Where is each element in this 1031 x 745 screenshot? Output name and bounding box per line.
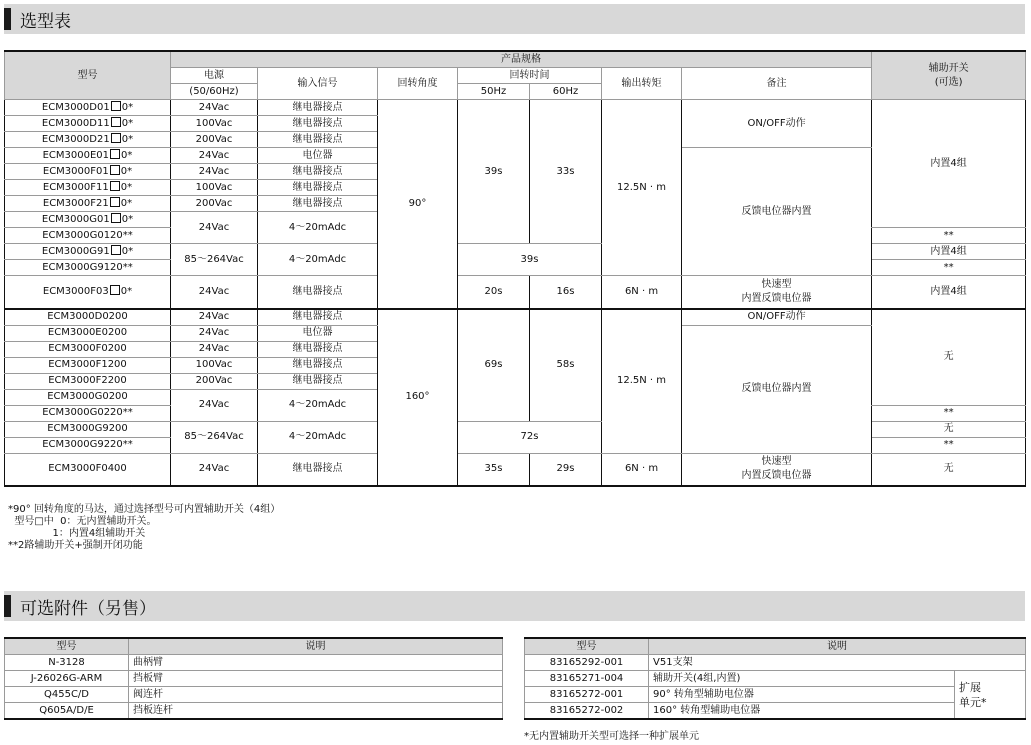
remark-cell: 快速型 内置反馈电位器	[682, 453, 872, 486]
input-cell: 继电器接点	[258, 341, 378, 357]
time-50hz-cell: 69s	[458, 309, 530, 422]
aux-cell: 内置4组	[872, 100, 1026, 228]
aux-cell: **	[872, 260, 1026, 276]
input-cell: 继电器接点	[258, 116, 378, 132]
power-cell: 200Vac	[171, 196, 258, 212]
acc-model: 83165272-001	[525, 687, 649, 703]
model-cell: ECM3000G01 0*	[5, 212, 171, 228]
remark-cell: 反馈电位器内置	[682, 325, 872, 453]
aux-cell: 内置4组	[872, 244, 1026, 260]
header-50hz: 50Hz	[458, 84, 530, 100]
acc-desc: 挡板臂	[129, 671, 503, 687]
model-cell: ECM3000F0400	[5, 453, 171, 486]
acc-desc: 曲柄臂	[129, 655, 503, 671]
torque-cell: 6N · m	[602, 453, 682, 486]
acc-desc: 挡板连杆	[129, 703, 503, 720]
model-cell: ECM3000D0200	[5, 309, 171, 326]
model-cell: ECM3000D11 0*	[5, 116, 171, 132]
model-cell: ECM3000G0200	[5, 389, 171, 405]
input-cell: 继电器接点	[258, 196, 378, 212]
header-power-sub: (50/60Hz)	[171, 84, 258, 100]
torque-cell: 12.5N · m	[602, 309, 682, 454]
torque-cell: 12.5N · m	[602, 100, 682, 276]
input-cell: 4～20mAdc	[258, 212, 378, 244]
input-cell: 继电器接点	[258, 357, 378, 373]
header-remark: 备注	[682, 68, 872, 100]
time-50hz-cell: 35s	[458, 453, 530, 486]
power-cell: 24Vac	[171, 309, 258, 326]
model-cell: ECM3000E0200	[5, 325, 171, 341]
model-cell: ECM3000G0220**	[5, 405, 171, 421]
time-cell: 39s	[458, 244, 602, 276]
accessories-table-right	[524, 637, 1026, 720]
input-cell: 继电器接点	[258, 180, 378, 196]
remark-cell: 反馈电位器内置	[682, 148, 872, 276]
extension-unit-cell: 扩展 单元*	[955, 671, 1026, 720]
model-cell: ECM3000F1200	[5, 357, 171, 373]
section-title: 可选附件（另售）	[20, 599, 156, 619]
model-cell: ECM3000G9220**	[5, 437, 171, 453]
remark-cell: ON/OFF动作	[682, 309, 872, 326]
angle-160-cell: 160°	[378, 309, 458, 487]
power-cell: 24Vac	[171, 325, 258, 341]
power-cell: 24Vac	[171, 389, 258, 421]
remark-cell: ON/OFF动作	[682, 100, 872, 148]
footnote: **2路辅助开关+强制开闭功能	[8, 540, 143, 551]
model-cell: ECM3000F11 0*	[5, 180, 171, 196]
time-60hz-cell: 58s	[530, 309, 602, 422]
acc-model: J-26026G-ARM	[5, 671, 129, 687]
acc-model: Q605A/D/E	[5, 703, 129, 720]
selection-table	[4, 50, 1026, 487]
model-cell: ECM3000D21 0*	[5, 132, 171, 148]
acc-desc: 160° 转角型辅助电位器	[649, 703, 955, 720]
model-cell: ECM3000D01 0*	[5, 100, 171, 116]
input-cell: 继电器接点	[258, 164, 378, 180]
input-cell: 4～20mAdc	[258, 389, 378, 421]
section-marker	[4, 595, 11, 617]
aux-cell: 无	[872, 421, 1026, 437]
remark-cell: 快速型 内置反馈电位器	[682, 276, 872, 309]
power-cell: 200Vac	[171, 132, 258, 148]
section-header-selection	[4, 4, 1025, 34]
power-cell: 24Vac	[171, 341, 258, 357]
aux-cell: **	[872, 437, 1026, 453]
input-cell: 继电器接点	[258, 373, 378, 389]
torque-cell: 6N · m	[602, 276, 682, 309]
header-model: 型号	[5, 51, 171, 100]
model-cell: ECM3000G0120**	[5, 228, 171, 244]
time-50hz-cell: 20s	[458, 276, 530, 309]
acc-model: 83165292-001	[525, 655, 649, 671]
header-torque: 输出转矩	[602, 68, 682, 100]
power-cell: 100Vac	[171, 116, 258, 132]
header-power: 电源	[171, 68, 258, 84]
input-cell: 4～20mAdc	[258, 421, 378, 453]
power-cell: 24Vac	[171, 276, 258, 309]
model-cell: ECM3000G91 0*	[5, 244, 171, 260]
acc-desc: 辅助开关(4组,内置)	[649, 671, 955, 687]
footnote: 型号□中 0：无内置辅助开关。	[8, 516, 157, 527]
aux-cell: 无	[872, 309, 1026, 406]
acc-model: N-3128	[5, 655, 129, 671]
input-cell: 继电器接点	[258, 276, 378, 309]
header-desc: 说明	[129, 638, 503, 655]
angle-90-cell: 90°	[378, 100, 458, 309]
acc-model: 83165272-002	[525, 703, 649, 720]
model-cell: ECM3000G9120**	[5, 260, 171, 276]
acc-desc: V51支架	[649, 655, 1026, 671]
input-cell: 继电器接点	[258, 453, 378, 486]
input-cell: 继电器接点	[258, 309, 378, 326]
time-60hz-cell: 29s	[530, 453, 602, 486]
aux-cell: **	[872, 228, 1026, 244]
power-cell: 85～264Vac	[171, 244, 258, 276]
footnotes	[8, 504, 280, 552]
section-header-accessories	[4, 591, 1025, 621]
time-cell: 72s	[458, 421, 602, 453]
input-cell: 继电器接点	[258, 132, 378, 148]
footnote: 1：内置4组辅助开关	[8, 528, 146, 539]
model-cell: ECM3000F0200	[5, 341, 171, 357]
section-title: 选型表	[20, 12, 71, 32]
header-aux: 辅助开关 (可选)	[872, 51, 1026, 100]
header-spec: 产品规格	[171, 51, 872, 68]
header-model: 型号	[525, 638, 649, 655]
input-cell: 电位器	[258, 325, 378, 341]
model-cell: ECM3000F03 0*	[5, 276, 171, 309]
acc-model: 83165271-004	[525, 671, 649, 687]
time-60hz-cell: 33s	[530, 100, 602, 244]
aux-cell: 内置4组	[872, 276, 1026, 309]
header-model: 型号	[5, 638, 129, 655]
model-cell: ECM3000F2200	[5, 373, 171, 389]
aux-cell: 无	[872, 453, 1026, 486]
aux-cell: **	[872, 405, 1026, 421]
power-cell: 24Vac	[171, 148, 258, 164]
power-cell: 100Vac	[171, 180, 258, 196]
header-time: 回转时间	[458, 68, 602, 84]
header-desc: 说明	[649, 638, 1026, 655]
model-cell: ECM3000F21 0*	[5, 196, 171, 212]
power-cell: 24Vac	[171, 212, 258, 244]
section-marker	[4, 8, 11, 30]
input-cell: 继电器接点	[258, 100, 378, 116]
acc-desc: 90° 转角型辅助电位器	[649, 687, 955, 703]
footnote: *90° 回转角度的马达，通过选择型号可内置辅助开关（4组）	[8, 504, 281, 515]
accessories-table-left	[4, 637, 503, 720]
power-cell: 24Vac	[171, 100, 258, 116]
power-cell: 24Vac	[171, 453, 258, 486]
time-60hz-cell: 16s	[530, 276, 602, 309]
model-cell: ECM3000E01 0*	[5, 148, 171, 164]
power-cell: 85～264Vac	[171, 421, 258, 453]
power-cell: 24Vac	[171, 164, 258, 180]
power-cell: 200Vac	[171, 373, 258, 389]
acc-desc: 阀连杆	[129, 687, 503, 703]
input-cell: 4～20mAdc	[258, 244, 378, 276]
time-50hz-cell: 39s	[458, 100, 530, 244]
accessories-footnote: *无内置辅助开关型可选择一种扩展单元	[524, 731, 699, 742]
header-60hz: 60Hz	[530, 84, 602, 100]
input-cell: 电位器	[258, 148, 378, 164]
acc-model: Q455C/D	[5, 687, 129, 703]
header-angle: 回转角度	[378, 68, 458, 100]
power-cell: 100Vac	[171, 357, 258, 373]
model-cell: ECM3000F01 0*	[5, 164, 171, 180]
model-cell: ECM3000G9200	[5, 421, 171, 437]
header-input: 输入信号	[258, 68, 378, 100]
